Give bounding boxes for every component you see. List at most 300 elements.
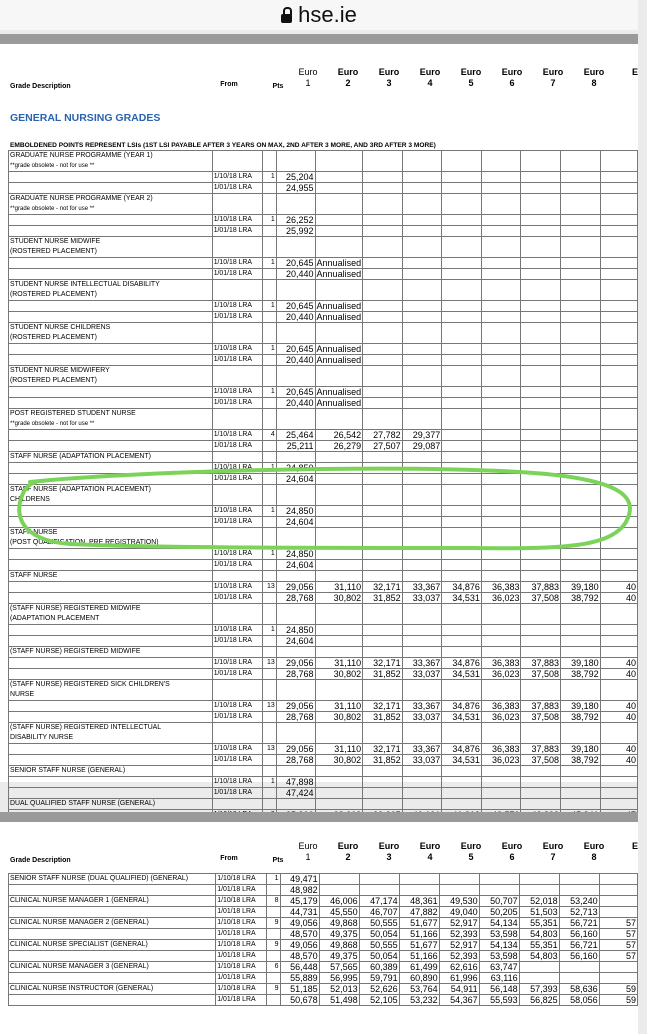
salary-point-5 [439,874,479,885]
salary-point-3 [363,625,403,636]
points: 8 [267,896,280,907]
table-row [9,744,638,755]
points [263,441,277,452]
grade-description [9,723,213,744]
grade-cell [9,441,213,452]
grade-title: STAFF NURSE [10,572,58,579]
salary-point-9 [600,430,637,441]
salary-point-1: 24,850 [276,625,315,636]
salary-point-6 [481,172,521,183]
salary-point-3 [363,517,403,528]
from-date: 1/10/18 LRA [212,625,263,636]
grade-cell [9,344,213,355]
grade-note: NURSE [10,691,35,698]
salary-point-9 [599,962,637,973]
salary-point-3: 52,626 [359,984,399,995]
salary-point-8 [561,463,601,474]
col-number: E [631,841,638,851]
from-date: 1/01/18 LRA [212,788,263,799]
salary-point-8 [561,517,601,528]
salary-point-3 [363,344,403,355]
salary-point-3 [363,549,403,560]
salary-point-7: 37,883 [521,744,561,755]
euro-label: Euro [501,67,523,77]
salary-point-5: 62,616 [439,962,479,973]
salary-point-5: 34,876 [442,701,482,712]
table-row [9,788,638,799]
grade-cell [9,636,213,647]
col-number: 6 [509,852,515,862]
salary-point-3: 31,852 [363,755,403,766]
salary-point-2: 49,868 [319,940,359,951]
grade-cell [9,973,216,984]
section-title: GENERAL NURSING GRADES [10,112,161,124]
salary-point-6 [481,258,521,269]
salary-point-2 [315,625,363,636]
salary-point-4: 33,037 [402,712,442,723]
salary-point-4: 33,367 [402,744,442,755]
grade-description [9,528,213,549]
salary-point-7 [519,973,559,984]
salary-point-9: 40 [600,669,637,680]
salary-point-3 [363,258,403,269]
points [267,951,280,962]
from-header: From [220,855,238,862]
salary-point-6 [481,517,521,528]
salary-point-8 [561,549,601,560]
col-number: 1 [305,78,311,88]
salary-point-5: 34,876 [442,744,482,755]
grade-cell [9,355,213,366]
salary-point-1: 48,570 [280,929,319,940]
grade-title: (STAFF NURSE) REGISTERED MIDWIFE [10,605,141,612]
salary-point-5 [442,788,482,799]
salary-point-1: 24,850 [276,549,315,560]
salary-point-6: 36,023 [481,712,521,723]
from-date: 1/01/18 LRA [216,995,267,1006]
table-row [9,387,638,398]
salary-point-7 [521,777,561,788]
salary-point-3: 27,782 [363,430,403,441]
salary-point-6: 54,134 [479,918,519,929]
salary-point-3 [363,387,403,398]
salary-point-4 [402,788,442,799]
table-row [9,183,638,194]
salary-point-3 [363,269,403,280]
points [267,885,280,896]
salary-point-3: 47,174 [359,896,399,907]
grade-title: STAFF NURSE [10,529,58,536]
salary-point-2: 46,006 [319,896,359,907]
salary-point-1: 24,850 [276,463,315,474]
salary-point-1: 20,645 [276,387,315,398]
salary-table-1 [8,150,638,832]
spacer-row [9,323,638,344]
table-row [9,984,638,995]
salary-point-4 [402,398,442,409]
table-row [9,215,638,226]
salary-point-4 [402,344,442,355]
salary-point-5 [442,355,482,366]
salary-point-7 [521,387,561,398]
salary-point-2: Annualised [316,301,362,311]
salary-point-9 [600,517,637,528]
salary-point-4 [402,172,442,183]
salary-point-9 [599,973,637,984]
salary-point-5 [442,269,482,280]
salary-point-5 [442,387,482,398]
salary-point-7 [521,269,561,280]
salary-point-1: 48,570 [280,951,319,962]
grade-description [9,280,213,301]
salary-point-9 [600,215,637,226]
grade-note: (ROSTERED PLACEMENT) [10,377,97,384]
salary-point-7 [521,226,561,237]
salary-point-8 [561,215,601,226]
salary-point-8 [561,430,601,441]
salary-point-1: 24,850 [276,506,315,517]
salary-point-3: 31,852 [363,712,403,723]
salary-point-2: 30,802 [315,712,363,723]
grade-cell [9,701,213,712]
salary-point-9: 40 [600,712,637,723]
salary-point-9 [600,636,637,647]
salary-point-6 [481,474,521,485]
spacer-row [9,647,638,658]
salary-point-8: 38,792 [561,669,601,680]
salary-point-9: 59 [599,995,637,1006]
points [263,560,277,571]
from-date: 1/10/18 LRA [212,549,263,560]
salary-point-9 [600,398,637,409]
salary-point-2 [315,549,363,560]
salary-point-5 [442,474,482,485]
grade-note: (POST QUALIFICATION, PRE REGISTRATION) [10,539,159,546]
grade-cell [9,744,213,755]
salary-point-1: 20,645 [276,258,315,269]
browser-address-bar[interactable] [0,0,638,30]
salary-point-8: 39,180 [561,744,601,755]
document-page-2 [0,812,638,1034]
salary-point-8 [561,172,601,183]
from-date: 1/10/18 LRA [212,215,263,226]
salary-point-2 [315,560,363,571]
salary-point-7: 51,503 [519,907,559,918]
euro-col-header-1 [296,841,320,863]
grade-cell [9,474,213,485]
grade-cell [9,549,213,560]
salary-point-4: 51,677 [399,940,439,951]
salary-point-9: 40 [600,593,637,604]
salary-point-7: 37,508 [521,755,561,766]
salary-point-4 [402,183,442,194]
salary-point-1: 28,768 [276,669,315,680]
salary-point-6: 63,747 [479,962,519,973]
salary-point-1: 20,440 [276,269,315,280]
salary-point-8: 58,056 [559,995,599,1006]
grade-cell [9,582,213,593]
salary-point-3 [363,226,403,237]
euro-label: Euro [419,841,441,851]
table-row [9,344,638,355]
salary-point-7 [521,344,561,355]
points [263,636,277,647]
salary-point-2 [319,874,359,885]
salary-point-2: 30,802 [315,755,363,766]
salary-point-1: 48,982 [280,885,319,896]
salary-point-1: 47,898 [276,777,315,788]
salary-table-2 [8,873,638,1006]
salary-point-8: 39,180 [561,701,601,712]
grade-description [9,571,213,582]
salary-point-1: 51,185 [280,984,319,995]
salary-point-5 [442,430,482,441]
grade-cell: SENIOR STAFF NURSE (DUAL QUALIFIED) (GENERAL) [9,874,216,885]
from-date: 1/01/18 LRA [216,973,267,984]
from-date: 1/10/18 LRA [216,874,267,885]
grade-title: STAFF NURSE (ADAPTATION PLACEMENT) [10,486,151,493]
grade-cell [9,885,216,896]
salary-point-6 [481,226,521,237]
salary-point-1: 25,204 [276,172,315,183]
salary-point-7 [521,517,561,528]
spacer-row [9,766,638,777]
grade-cell [9,258,213,269]
salary-point-7 [521,355,561,366]
points [263,312,277,323]
salary-point-7 [521,301,561,312]
spacer-row [9,194,638,215]
spacer-row [9,571,638,582]
col-number: 5 [468,852,474,862]
salary-point-3 [359,874,399,885]
salary-point-4: 33,037 [402,669,442,680]
salary-point-8 [561,636,601,647]
salary-point-1: 20,440 [276,398,315,409]
grade-cell [9,669,213,680]
grade-description [9,647,213,658]
salary-point-6: 36,023 [481,669,521,680]
from-date: 1/01/18 LRA [212,560,263,571]
euro-col-header-9 [623,67,647,78]
salary-point-1: 24,604 [276,517,315,528]
salary-point-8 [561,398,601,409]
grade-note: (ADAPTATION PLACEMENT [10,615,100,622]
salary-point-9: 57 [599,918,637,929]
salary-point-5 [442,344,482,355]
from-date: 1/01/18 LRA [216,929,267,940]
salary-point-7 [521,474,561,485]
grade-cell [9,658,213,669]
salary-point-1: 24,604 [276,636,315,647]
salary-point-5 [442,183,482,194]
salary-point-4 [402,463,442,474]
salary-point-2: 31,110 [315,701,363,712]
salary-point-4 [402,474,442,485]
salary-point-9: 57 [599,940,637,951]
salary-point-7: 55,351 [519,940,559,951]
salary-point-6: 63,116 [479,973,519,984]
euro-label: Euro [378,67,400,77]
salary-point-6 [479,874,519,885]
col-number: 7 [550,78,556,88]
points: 1 [263,344,277,355]
pts-header: Pts [272,857,284,864]
grade-title: STUDENT NURSE MIDWIFERY [10,367,110,374]
points [263,183,277,194]
salary-point-1: 47,424 [276,788,315,799]
salary-point-2: 51,498 [319,995,359,1006]
salary-point-1: 55,889 [280,973,319,984]
salary-point-3 [359,885,399,896]
salary-point-9 [599,907,637,918]
points: 1 [263,258,277,269]
from-date: 1/10/18 LRA [212,777,263,788]
table-row [9,712,638,723]
salary-point-7 [521,560,561,571]
salary-point-1: 50,678 [280,995,319,1006]
salary-point-3: 50,555 [359,918,399,929]
salary-point-9 [600,387,637,398]
salary-point-6: 36,383 [481,744,521,755]
col-number: 6 [509,78,515,88]
salary-point-3 [363,301,403,312]
col-number: E [631,67,638,77]
salary-point-3 [363,788,403,799]
salary-point-6: 56,148 [479,984,519,995]
from-date: 1/01/18 LRA [212,312,263,323]
points [263,669,277,680]
salary-point-2: Annualised [316,387,362,397]
salary-point-8 [561,625,601,636]
salary-point-9 [600,625,637,636]
points: 13 [263,744,277,755]
grade-description [9,366,213,387]
from-date: 1/01/18 LRA [212,355,263,366]
grade-title: STUDENT NURSE INTELLECTUAL DISABILITY [10,281,160,288]
salary-point-6: 55,593 [479,995,519,1006]
grade-title: (STAFF NURSE) REGISTERED MIDWIFE [10,648,141,655]
from-date: 1/10/18 LRA [212,258,263,269]
salary-point-5: 61,996 [439,973,479,984]
salary-point-6 [481,301,521,312]
points [263,593,277,604]
grade-title: STAFF NURSE (ADAPTATION PLACEMENT) [10,453,151,460]
salary-point-9 [600,788,637,799]
salary-point-4 [402,560,442,571]
from-date: 1/01/18 LRA [212,474,263,485]
euro-col-header-6 [500,67,524,89]
salary-point-3 [363,560,403,571]
salary-point-9 [600,474,637,485]
salary-point-3 [363,636,403,647]
salary-point-8 [559,874,599,885]
salary-point-2: Annualised [316,344,362,354]
spacer-row [9,151,638,172]
from-date: 1/01/18 LRA [216,885,267,896]
salary-point-7 [521,183,561,194]
grade-description-header: Grade Description [10,857,71,864]
from-date: 1/01/18 LRA [212,755,263,766]
table-row [9,398,638,409]
salary-point-8 [561,506,601,517]
salary-point-7: 37,508 [521,593,561,604]
salary-point-5 [442,398,482,409]
grade-cell [9,929,216,940]
salary-point-3 [363,215,403,226]
salary-point-8 [561,777,601,788]
salary-point-6 [481,506,521,517]
salary-point-9 [599,896,637,907]
table-row [9,301,638,312]
points: 1 [267,874,280,885]
salary-point-6: 36,023 [481,755,521,766]
euro-col-header-8 [582,841,606,863]
salary-point-8 [561,474,601,485]
salary-point-4 [402,517,442,528]
from-date: 1/10/18 LRA [212,506,263,517]
salary-point-9: 40 [600,744,637,755]
salary-point-1: 29,056 [276,744,315,755]
salary-point-4: 33,037 [402,593,442,604]
from-date: 1/01/18 LRA [212,441,263,452]
salary-point-1: 20,645 [276,301,315,312]
salary-point-1: 28,768 [276,593,315,604]
salary-point-7 [521,549,561,560]
salary-point-4: 51,677 [399,918,439,929]
salary-point-5: 54,911 [439,984,479,995]
salary-point-7: 54,803 [519,951,559,962]
salary-point-6: 50,205 [479,907,519,918]
grade-cell: CLINICAL NURSE INSTRUCTOR (GENERAL) [9,984,216,995]
salary-point-3 [363,312,403,323]
salary-point-4: 48,361 [399,896,439,907]
salary-point-4 [399,874,439,885]
table-row [9,755,638,766]
salary-point-6 [481,441,521,452]
grade-note: **grade obsolete - not for use ** [10,163,95,169]
salary-point-6 [481,463,521,474]
salary-point-4 [402,625,442,636]
grade-title: SENIOR STAFF NURSE (GENERAL) [10,767,126,774]
salary-point-8 [561,183,601,194]
salary-point-3 [363,463,403,474]
table-row [9,973,638,984]
salary-point-5 [442,226,482,237]
salary-point-4 [402,301,442,312]
points: 1 [263,549,277,560]
salary-point-4: 60,890 [399,973,439,984]
salary-point-3 [363,506,403,517]
salary-point-2 [319,885,359,896]
grade-cell [9,183,213,194]
salary-point-7 [521,441,561,452]
table-row [9,517,638,528]
salary-point-6: 36,383 [481,582,521,593]
table-row [9,549,638,560]
euro-col-header-6 [500,841,524,863]
salary-point-6 [481,636,521,647]
table-row [9,593,638,604]
euro-label: Euro [501,841,523,851]
salary-point-2: Annualised [316,312,362,322]
salary-point-1: 24,604 [276,560,315,571]
points: 1 [263,625,277,636]
url-text: hse.ie [298,2,357,27]
salary-point-4 [402,355,442,366]
grade-cell [9,777,213,788]
salary-point-9 [600,441,637,452]
